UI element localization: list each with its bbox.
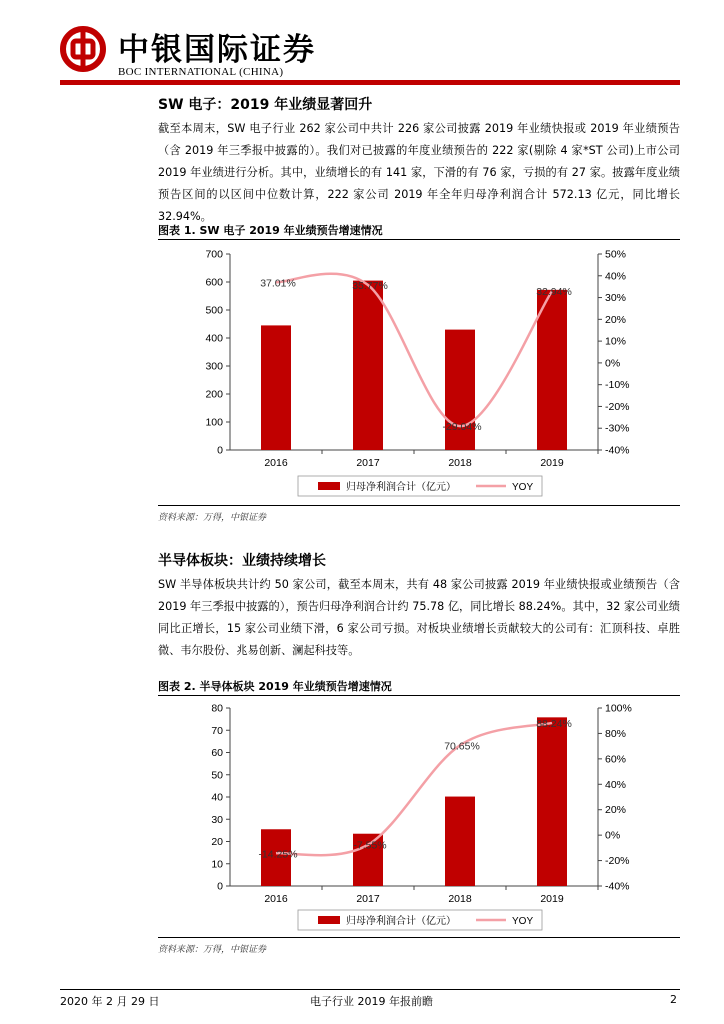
yoy-line	[276, 723, 552, 855]
right-tick-label: 60%	[605, 753, 627, 766]
left-tick-label: 10	[211, 858, 223, 871]
boc-logo-icon	[60, 26, 106, 72]
right-tick-label: -20%	[605, 400, 630, 413]
figure-2-top-rule	[158, 695, 680, 696]
right-tick-label: 30%	[605, 292, 627, 305]
figure-1-title: 图表 1. SW 电子 2019 年业绩预告增速情况	[158, 224, 383, 237]
x-tick-label: 2018	[448, 893, 472, 905]
x-tick-label: 2017	[356, 893, 380, 905]
right-tick-label: 100%	[605, 702, 632, 715]
figure-2-source: 资料来源：万得，中银证券	[158, 945, 267, 955]
right-tick-label: 50%	[605, 248, 627, 261]
right-tick-label: -10%	[605, 379, 630, 392]
legend-line-label: YOY	[512, 916, 534, 927]
right-tick-label: -30%	[605, 422, 630, 435]
left-tick-label: 0	[217, 444, 223, 457]
section-paragraph-semiconductor: SW 半导体板块共计约 50 家公司，截至本周末，共有 48 家公司披露 2019 年业绩快报或业绩预告（含 2019 年三季报中披露的），预告归母净利润合计约 75.78 亿，同比增长 88.24%。其中，32 家公司业绩同比正增长，15 家公司业绩下滑，6 家公司亏损。对板块业绩增长贡献较大的公司有：汇顶科技、卓胜微、韦尔股份、兆易创新、澜起科技等。	[158, 578, 680, 657]
footer-doc-title: 电子行业 2019 年报前瞻	[310, 995, 433, 1008]
right-tick-label: 0%	[605, 829, 621, 842]
left-tick-label: 40	[211, 791, 223, 804]
figure-1-chart	[158, 242, 680, 502]
x-tick-label: 2016	[264, 457, 288, 469]
left-tick-label: 0	[217, 880, 223, 893]
yoy-data-label: -14.25%	[258, 848, 298, 861]
figure-2-title: 图表 2. 半导体板块 2019 年业绩预告增速情况	[158, 680, 392, 693]
right-tick-label: 10%	[605, 335, 627, 348]
left-tick-label: 20	[211, 836, 223, 848]
right-tick-label: -40%	[605, 880, 630, 893]
figure-1-top-rule	[158, 239, 680, 240]
brand-name-en: BOC INTERNATIONAL (CHINA)	[118, 66, 284, 78]
left-tick-label: 300	[205, 360, 223, 373]
left-tick-label: 700	[205, 248, 223, 261]
yoy-data-label: 37.01%	[260, 277, 296, 290]
bar-2017	[353, 281, 383, 450]
right-tick-label: -20%	[605, 855, 630, 868]
yoy-data-label: 35.77%	[352, 279, 388, 292]
left-tick-label: 70	[211, 724, 223, 737]
yoy-data-label: -7.55%	[353, 839, 387, 852]
x-tick-label: 2017	[356, 457, 380, 469]
yoy-line	[276, 274, 552, 426]
yoy-data-label: 70.65%	[444, 740, 480, 753]
left-tick-label: 500	[205, 304, 223, 317]
left-tick-label: 600	[205, 276, 223, 289]
legend-bar-label: 归母净利润合计（亿元）	[346, 482, 456, 493]
brand-name-cn: 中银国际证券	[118, 32, 316, 68]
x-tick-label: 2016	[264, 893, 288, 905]
section-paragraph-sw-electronics: 截至本周末，SW 电子行业 262 家公司中共计 226 家公司披露 2019 年业绩快报或 2019 年业绩预告（含 2019 年三季报中披露的）。我们对已披露的年度业绩预告的 222 家(剔除 4 家*ST 公司)上市公司 2019 年业绩进行分析。其中，业绩增长的有 141 家，下滑的有 76 家，亏损的有 27 家。披露年度业绩预告区间的以区间中位数计算，222 家公司 2019 年全年归母净利润合计 572.13 亿元，同比增长 32.94%。	[158, 122, 680, 223]
footer-page-number: 2	[670, 993, 677, 1006]
figure-1-source: 资料来源：万得，中银证券	[158, 513, 267, 523]
left-tick-label: 400	[205, 332, 223, 345]
right-tick-label: 20%	[605, 804, 627, 817]
x-tick-label: 2018	[448, 457, 472, 469]
right-tick-label: -40%	[605, 444, 630, 457]
figure-1-bottom-rule	[158, 505, 680, 506]
x-tick-label: 2019	[540, 893, 564, 905]
left-tick-label: 50	[211, 769, 223, 782]
section-title-sw-electronics: SW 电子：2019 年业绩显著回升	[158, 97, 373, 113]
right-tick-label: 20%	[605, 313, 627, 326]
x-tick-label: 2019	[540, 457, 564, 469]
left-tick-label: 80	[211, 702, 223, 715]
yoy-data-label: -29.04%	[442, 421, 482, 434]
legend-bar-swatch	[318, 482, 340, 490]
section-title-semiconductor: 半导体板块：业绩持续增长	[158, 553, 326, 569]
yoy-data-label: 88.24%	[536, 717, 572, 730]
figure-2-bottom-rule	[158, 937, 680, 938]
right-tick-label: 40%	[605, 270, 627, 283]
right-tick-label: 0%	[605, 357, 621, 370]
bar-2018	[445, 797, 475, 886]
legend-line-label: YOY	[512, 482, 534, 493]
left-tick-label: 60	[211, 747, 223, 759]
figure-2-chart	[158, 698, 680, 934]
footer-divider	[60, 989, 680, 990]
bar-2016	[261, 325, 291, 450]
left-tick-label: 200	[205, 388, 223, 401]
legend-bar-swatch	[318, 916, 340, 924]
header-divider	[60, 80, 680, 85]
bar-2019	[537, 717, 567, 886]
right-tick-label: 80%	[605, 727, 627, 740]
yoy-data-label: 32.94%	[536, 286, 572, 299]
legend-bar-label: 归母净利润合计（亿元）	[346, 916, 456, 927]
bar-2019	[537, 290, 567, 450]
right-tick-label: 40%	[605, 778, 627, 791]
page-header	[60, 22, 680, 86]
left-tick-label: 30	[211, 813, 223, 826]
footer-date: 2020 年 2 月 29 日	[60, 995, 160, 1008]
left-tick-label: 100	[205, 416, 223, 429]
